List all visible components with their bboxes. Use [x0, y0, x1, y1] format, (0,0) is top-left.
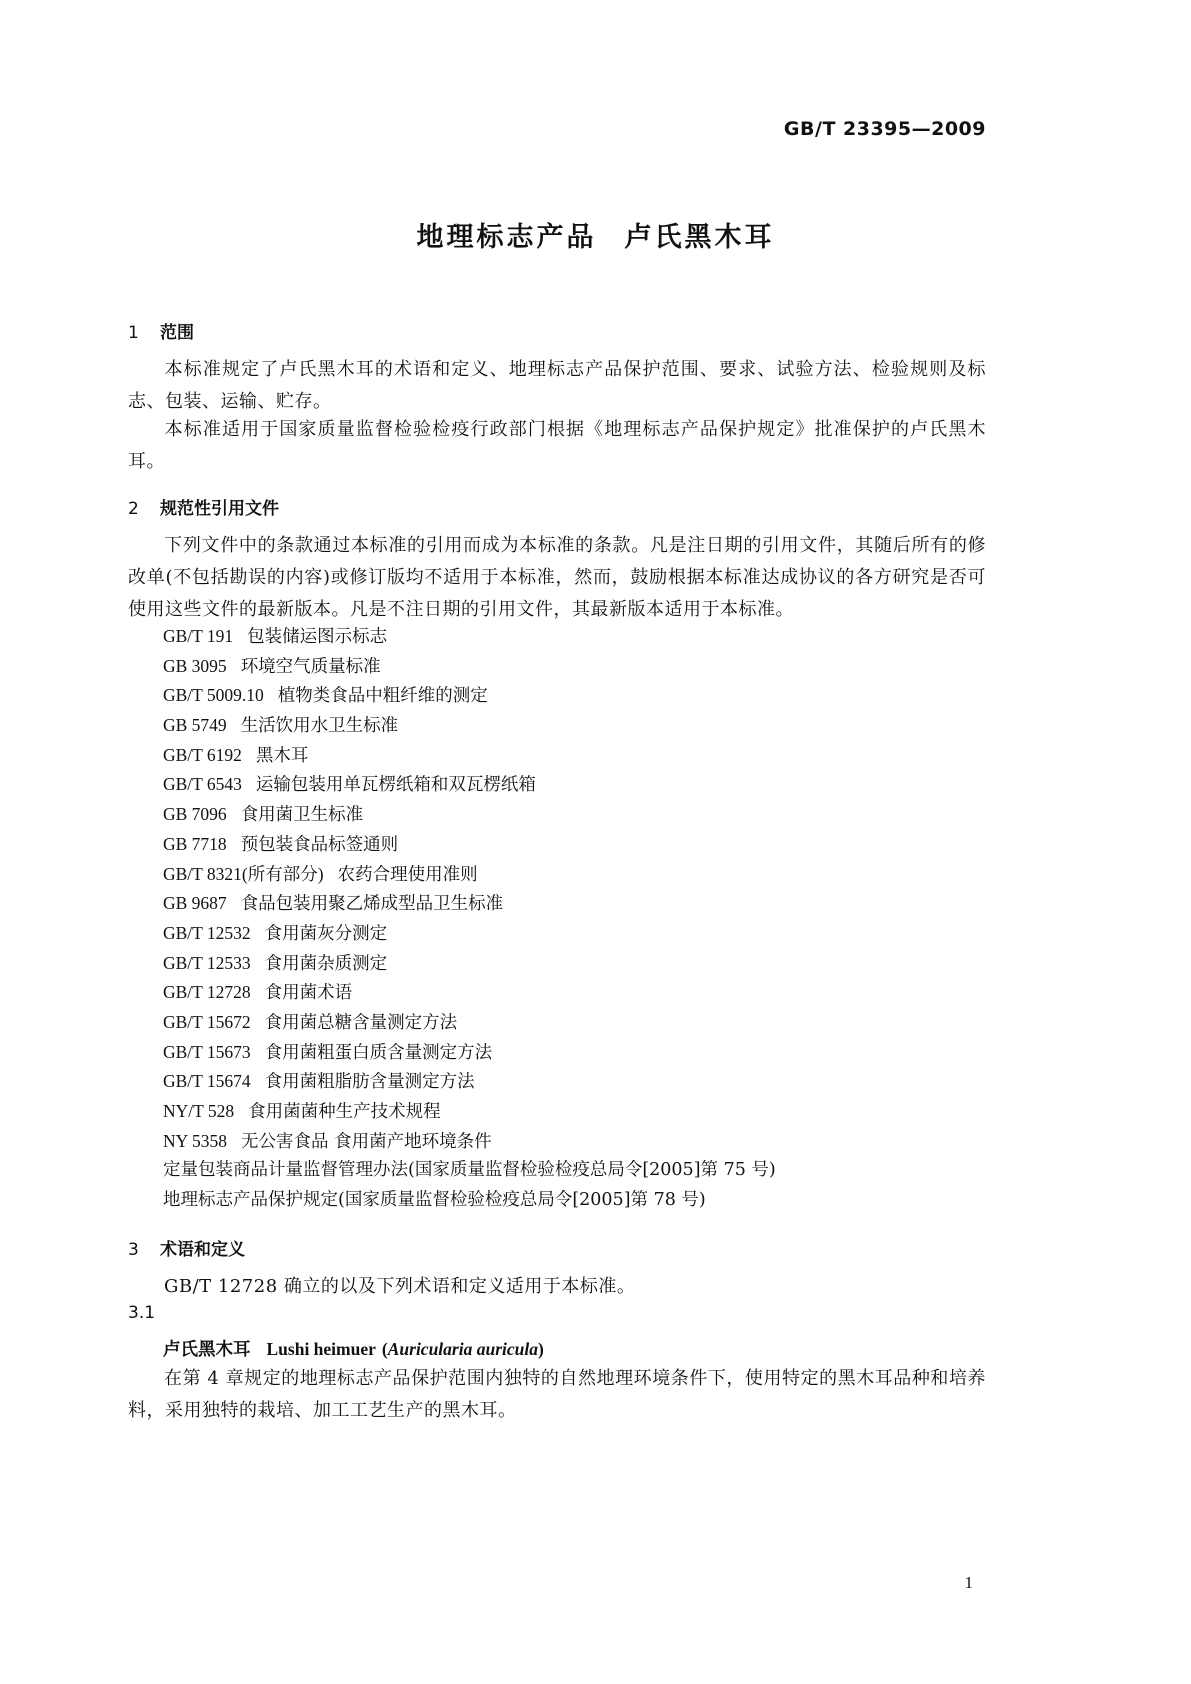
reference-code: GB/T 191	[163, 626, 234, 646]
reference-code: GB/T 15674	[163, 1071, 251, 1092]
title-part-1: 地理标志产品	[416, 222, 597, 253]
title-part-2: 卢氏黑木耳	[624, 222, 775, 253]
reference-item	[163, 800, 776, 830]
section-number: 2	[128, 499, 139, 519]
reference-item	[163, 860, 776, 890]
reference-item	[163, 1186, 776, 1216]
reference-item	[163, 770, 776, 800]
term-english: Lushi heimuer	[266, 1339, 376, 1359]
reference-item	[163, 741, 776, 771]
section-1-paragraph-1	[128, 354, 986, 418]
normative-references-list	[163, 622, 776, 1216]
term-latin: Auricularia auricula	[387, 1339, 538, 1359]
reference-title: 黑木耳	[255, 745, 309, 766]
reference-item	[163, 652, 776, 682]
reference-code: GB 3095	[163, 655, 227, 676]
document-code: GB/T 23395—2009	[783, 118, 986, 140]
term-entry: 卢氏黑木耳 Lushi heimuer (Auricularia auricula)	[163, 1339, 544, 1360]
reference-item	[163, 711, 776, 741]
term-definition	[128, 1363, 986, 1427]
paragraph-text: GB/T 12728 确立的以及下列术语和定义适用于本标准。	[164, 1276, 636, 1297]
reference-title: 食用菌菌种生产技术规程	[248, 1102, 441, 1122]
reference-title: 包装储运图示标志	[247, 627, 388, 647]
paragraph-text: 本标准适用于国家质量监督检验检疫行政部门根据《地理标志产品保护规定》批准保护的卢氏黑木耳。	[128, 419, 986, 472]
reference-title: 食用菌灰分测定	[264, 923, 388, 944]
reference-title: 农药合理使用准则	[337, 864, 478, 885]
reference-item	[163, 1097, 776, 1127]
reference-title: 定量包装商品计量监督管理办法(国家质量监督检验检疫总局令[2005]第 75 号)	[163, 1160, 776, 1181]
reference-title: 预包装食品标签通则	[240, 834, 399, 855]
reference-code: GB 9687	[163, 893, 227, 914]
section-1-heading	[128, 318, 194, 343]
reference-title: 食用菌杂质测定	[264, 953, 388, 974]
reference-item	[163, 622, 776, 652]
reference-title: 无公害食品 食用菌产地环境条件	[241, 1131, 492, 1152]
section-title: 规范性引用文件	[160, 499, 279, 519]
reference-item	[163, 889, 776, 919]
section-2-heading	[128, 494, 279, 519]
reference-title: 食品包装用聚乙烯成型品卫生标准	[240, 894, 504, 915]
page-number: 1	[964, 1573, 973, 1592]
section-title: 范围	[160, 323, 194, 343]
reference-code: GB 7096	[163, 804, 227, 825]
reference-code: GB/T 8321(所有部分)	[163, 863, 324, 884]
term-chinese: 卢氏黑木耳	[163, 1340, 251, 1360]
reference-title: 食用菌粗蛋白质含量测定方法	[264, 1042, 493, 1063]
reference-title: 食用菌粗脂肪含量测定方法	[264, 1072, 475, 1093]
reference-item	[163, 1127, 776, 1157]
reference-title: 食用菌卫生标准	[240, 805, 364, 826]
reference-item	[163, 681, 776, 711]
reference-code: GB/T 15672	[163, 1011, 251, 1032]
reference-item	[163, 830, 776, 860]
reference-item	[163, 1156, 776, 1186]
reference-code: NY/T 528	[163, 1101, 235, 1121]
reference-item	[163, 978, 776, 1008]
reference-code: GB/T 6192	[163, 744, 242, 765]
section-1-paragraph-2	[128, 414, 986, 478]
section-3-paragraph-1	[128, 1271, 986, 1303]
paragraph-text: 本标准规定了卢氏黑木耳的术语和定义、地理标志产品保护范围、要求、试验方法、检验规则及标志、包装、运输、贮存。	[128, 359, 986, 412]
reference-title: 食用菌术语	[264, 983, 353, 1004]
reference-item	[163, 949, 776, 979]
reference-code: NY 5358	[163, 1130, 228, 1151]
reference-item	[163, 1067, 776, 1097]
reference-item	[163, 1038, 776, 1068]
subsection-number: 3.1	[128, 1303, 156, 1323]
reference-item	[163, 919, 776, 949]
document-title	[0, 215, 1191, 254]
reference-code: GB/T 12728	[163, 982, 251, 1003]
reference-code: GB 7718	[163, 833, 227, 854]
reference-title: 地理标志产品保护规定(国家质量监督检验检疫总局令[2005]第 78 号)	[163, 1190, 706, 1211]
reference-code: GB/T 6543	[163, 774, 242, 795]
section-title: 术语和定义	[160, 1240, 245, 1260]
reference-title: 运输包装用单瓦楞纸箱和双瓦楞纸箱	[255, 775, 536, 796]
paragraph-text: 下列文件中的条款通过本标准的引用而成为本标准的条款。凡是注日期的引用文件，其随后所有的修改单(不包括勘误的内容)或修订版均不适用于本标准，然而，鼓励根据本标准达成协议的各方研究是否可使用这些文件的最新版本。凡是不注日期的引用文件，其最新版本适用于本标准。	[128, 535, 986, 620]
section-number: 3	[128, 1240, 139, 1260]
reference-title: 植物类食品中粗纤维的测定	[277, 686, 488, 707]
reference-code: GB/T 5009.10	[163, 685, 264, 706]
reference-code: GB/T 12532	[163, 922, 251, 943]
reference-code: GB 5749	[163, 715, 227, 736]
reference-title: 生活饮用水卫生标准	[240, 716, 399, 737]
reference-code: GB/T 15673	[163, 1041, 251, 1062]
reference-title: 环境空气质量标准	[240, 656, 381, 677]
reference-item	[163, 1008, 776, 1038]
section-number: 1	[128, 323, 139, 343]
reference-title: 食用菌总糖含量测定方法	[264, 1012, 458, 1033]
paragraph-text: 在第 4 章规定的地理标志产品保护范围内独特的自然地理环境条件下，使用特定的黑木耳品种和培养料，采用独特的栽培、加工工艺生产的黑木耳。	[128, 1368, 986, 1421]
section-2-paragraph-1	[128, 530, 986, 626]
reference-code: GB/T 12533	[163, 952, 251, 973]
section-3-heading	[128, 1235, 245, 1260]
